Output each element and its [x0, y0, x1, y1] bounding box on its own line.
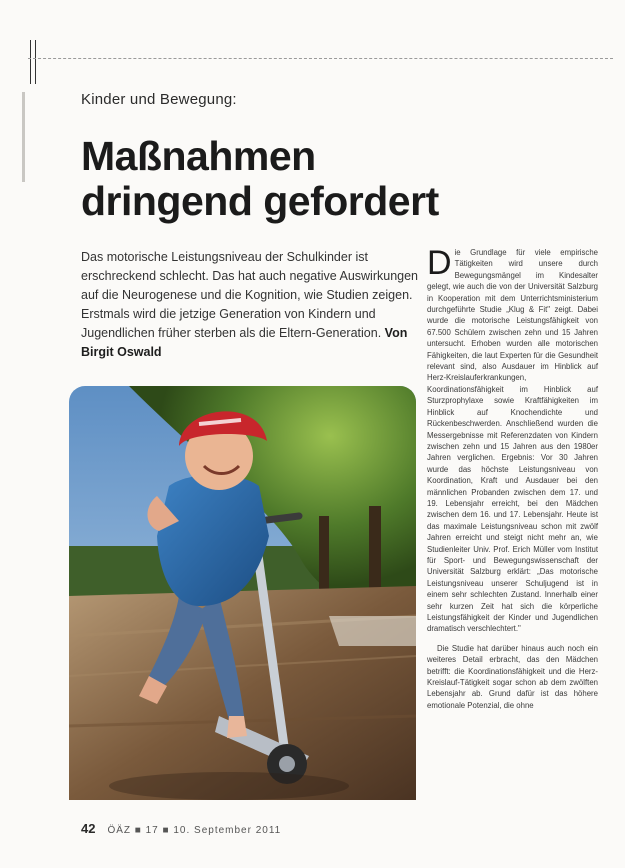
- body-column: [427, 244, 598, 719]
- page-footer: [81, 821, 281, 836]
- body-paragraph-2: Die Studie hat darüber hinaus auch noch ein weiteres Detail erbracht, das den Mädchen betrifft: die Koordinationsfähigkeit und die Herz-Kreislauf-Tätigkeit sogar schon ab dem zwölften Lebensjahr ab. Grund dafür ist das höhere emotionale Potenzial, die ohne: [427, 643, 598, 710]
- fence: [329, 616, 416, 646]
- page-number: 42: [81, 821, 96, 836]
- author-byline: Von Birgit Oswald: [81, 326, 408, 359]
- body-paragraph-1-text: ie Grundlage für viele empirische Tätigkeiten wird unsere durch Bewegungsmängel im Kindesalter gelegt, wie auch die von der Universität Salzburg in Kooperation mit dem Unterrichtsministerium durchgeführte Studie „Klug & Fit" zeigt. Dabei wurde die motorische Leistungsfähigkeit von 67.500 Schülern zwischen zehn und 15 Jahren untersucht. Erhoben wurden alle motorischen Fähigkeiten, die laut Experten für die Gesundheit relevant sind, also Ausdauer im Hinblick auf Herz-Kreislauferkrankungen, Koordinationsfähigkeit im Hinblick auf Sturzprophylaxe sowie Kraftfähigkeiten im Hinblick auf Knochendichte und Rückenbeschwerden. Anschließend wurden die Messergebnisse mit Referenzdaten von Kindern zwischen zehn und 15 Jahren aus den 1980er Jahren verglichen. Ergebnis: Vor 30 Jahren wurde das höchste Leistungsniveau von Koordination, Kraft und Ausdauer bei den männlichen Probanden zwischen dem 17. und 19. Lebensjahr erreicht, bei den Mädchen zwischen dem 16. und 17. Lebensjahr. Heute ist das maximale Leistungsniveau schon mit zwölf Jahren erreicht und steigt nicht mehr an, wie Studienleiter Univ. Prof. Erich Müller vom Institut für Sport- und Bewegungswissenschaft der Universität Salzburg erklärt: „Das motorische Leistungsniveau unserer Schuljugend ist in einem sehr schlechten Zustand. Innerhalb einer sehr kurzen Zeit hat sich die körperliche Leistungsfähigkeit der Kinder und Jugendlichen dramatisch verschlechtert.": [427, 248, 598, 634]
- article-photo: [69, 386, 416, 800]
- article-headline: [81, 134, 439, 224]
- child-on-scooter-photo: [69, 386, 416, 800]
- binding-mark: [30, 40, 36, 84]
- page-edge-shadow: [22, 92, 25, 182]
- top-rule: [28, 58, 613, 59]
- article-kicker: Kinder und Bewegung:: [81, 91, 237, 108]
- child-shin: [227, 716, 247, 738]
- headline-line-2: dringend gefordert: [81, 178, 439, 224]
- lead-text: Das motorische Leistungsniveau der Schulkinder ist erschreckend schlecht. Das hat auch negative Auswirkungen auf die Neurogenese und die Kognition, wie Studien zeigen. Erstmals wird die jetzige Generation von Kindern und Jugendlichen früher sterben als die Eltern-Generation.: [81, 250, 418, 340]
- body-paragraph-1: [427, 244, 598, 635]
- article-lead: [81, 248, 421, 362]
- drop-cap: D: [427, 244, 452, 282]
- headline-line-1: Maßnahmen: [81, 133, 316, 179]
- shadow: [109, 772, 349, 800]
- folio-line: ÖÄZ ■ 17 ■ 10. September 2011: [107, 825, 282, 836]
